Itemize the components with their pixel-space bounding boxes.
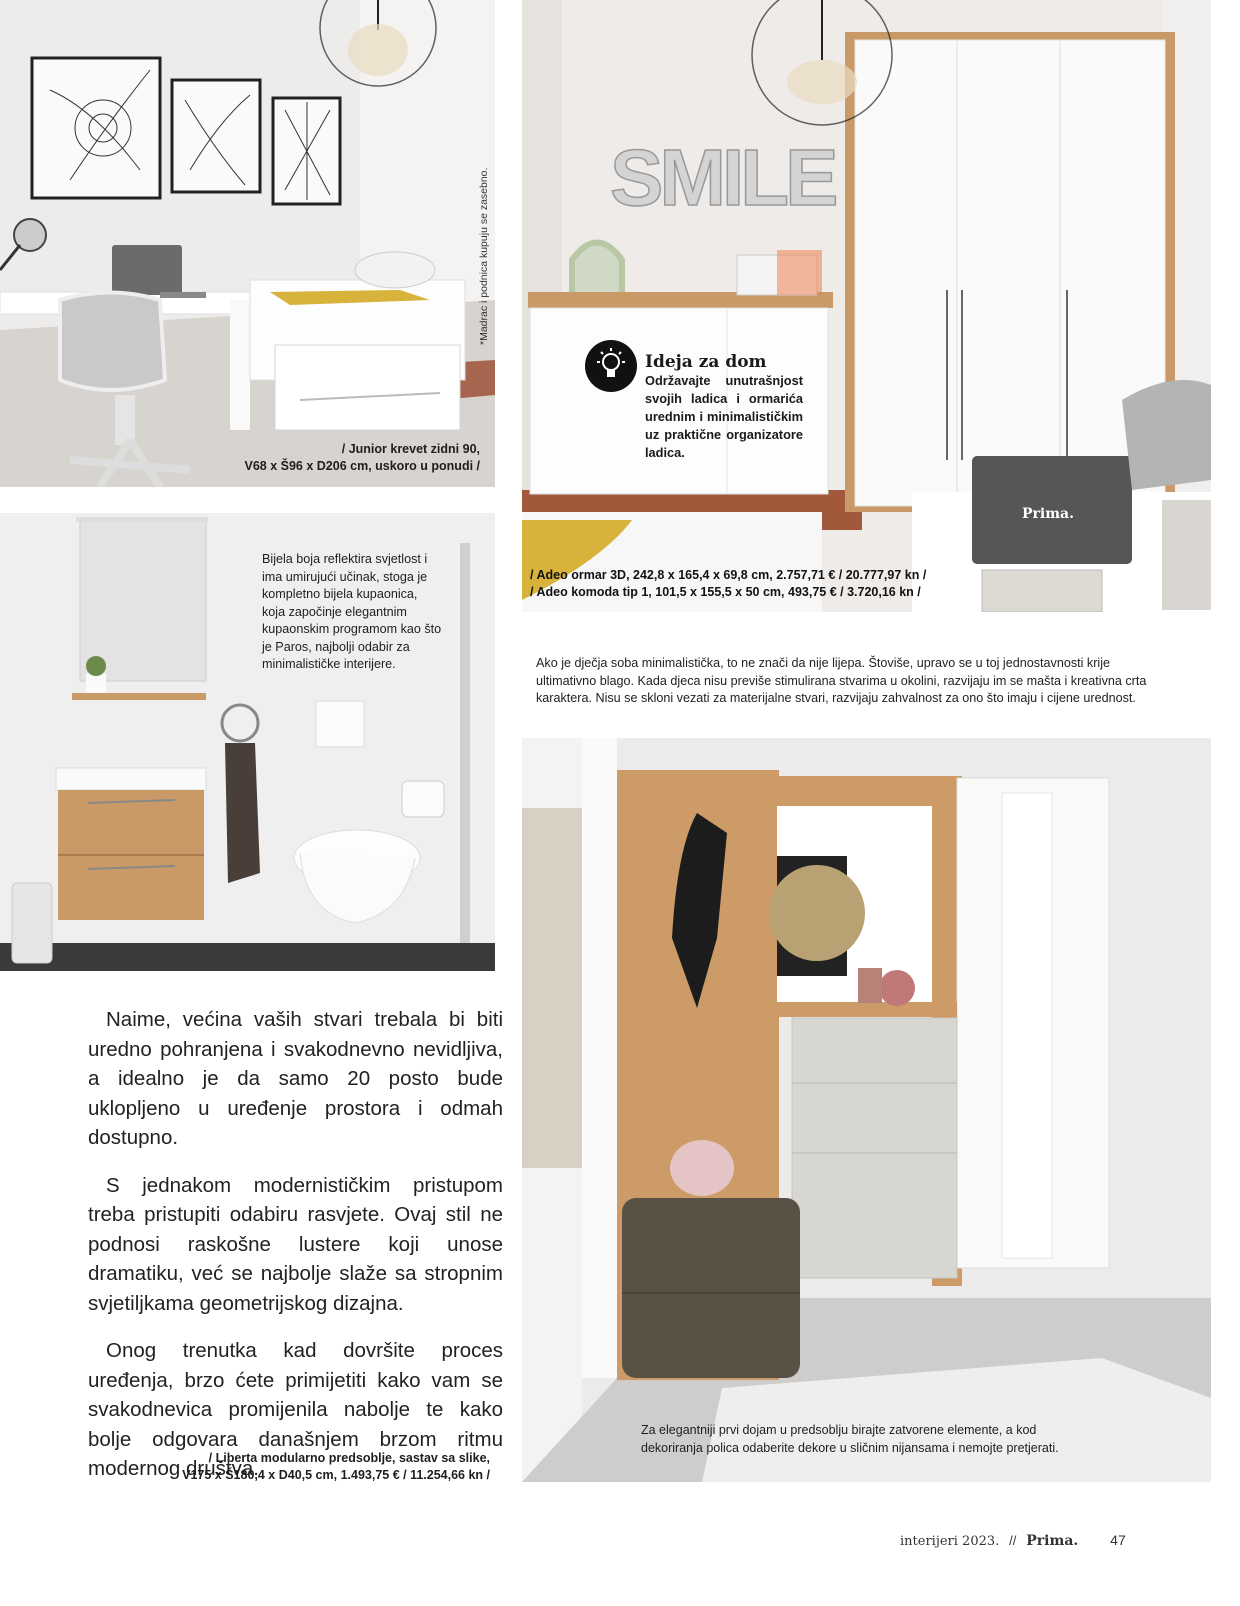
hallway-caption: Za elegantniji prvi dojam u predsoblju birajte zatvorene elemente, a kod dekoriranja polica odaberite dekore u sličnim nijansama i nemojte pretjerati.	[641, 1423, 1059, 1455]
idea-box	[585, 338, 810, 468]
liberta-caption-line1: / Liberta modularno predsoblje, sastav sa slike,	[208, 1451, 490, 1465]
footer-magazine: interijeri 2023.	[900, 1534, 1000, 1549]
kids-room-photo	[0, 0, 495, 487]
page-footer	[900, 1532, 1160, 1552]
wardrobe-caption-line1: / Adeo ormar 3D, 242,8 x 165,4 x 69,8 cm, 2.757,71 € / 20.777,97 kn /	[530, 568, 927, 582]
footer-separator: //	[1009, 1533, 1017, 1548]
idea-box-title: Ideja za dom	[645, 352, 767, 372]
idea-box-text: Održavajte unutrašnjost svojih ladica i ormarića urednim i minimalističkim uz praktične organizatore ladica.	[645, 373, 803, 460]
footer-brand-logo: Prima.	[1026, 1533, 1079, 1549]
bed-caption	[200, 441, 480, 475]
body-paragraph-2: S jednakom modernističkim pristupom treba pristupiti odabiru rasvjete. Ovaj stil ne podnosi raskošne lustere koji unose dramatiku, već se najbolje slaže sa stropnim svjetiljkama geometrijskog dizajna.	[88, 1173, 503, 1315]
bed-caption-line2: V68 x Š96 x D206 cm, uskoro u ponudi /	[244, 459, 480, 473]
wardrobe-photo	[522, 0, 1211, 612]
smile-sign: SMILE	[610, 133, 835, 222]
body-paragraph-1: Naime, većina vaših stvari trebala bi biti uredno pohranjena i svakodnevno nevidljiva, a idealno je da samo 20 posto bude uklopljeno u uređenje prostora i odmah dostupno.	[88, 1008, 503, 1149]
middle-paragraph: Ako je dječja soba minimalistička, to ne znači da nije lijepa. Štoviše, upravo se u toj jednostavnosti krije ultimativno blago. Kada djeca nisu previše stimulirana stvarima u okolini, razvijaju im se mašta i kreativna crta karaktera. Nisu se skloni vezati za materijalne stvari, razvijaju zahvalnost za ono što imaju i cijene urednost.	[536, 656, 1147, 705]
hallway-photo	[522, 738, 1211, 1482]
wardrobe-caption	[530, 567, 970, 601]
liberta-caption-line2: V175 x Š180,4 x D40,5 cm, 1.493,75 € / 11.254,66 kn /	[182, 1468, 490, 1482]
lightbulb-icon	[585, 340, 637, 392]
bed-caption-line1: / Junior krevet zidni 90,	[341, 442, 480, 456]
mattress-note: *Madrac i podnica kupuju se zasebno.	[478, 167, 490, 345]
laptop-logo: Prima.	[1022, 506, 1074, 522]
page-number: 47	[1110, 1532, 1126, 1548]
body-paragraph-3: Onog trenutka kad dovršite proces uređenja, brzo ćete primijetiti kako vam se svakodnevica promijenila nabolje te kako bolje odgovara današnjem brzom ritmu modernog društva.	[88, 1339, 503, 1480]
wardrobe-caption-line2: / Adeo komoda tip 1, 101,5 x 155,5 x 50 cm, 493,75 € / 3.720,16 kn /	[530, 585, 921, 599]
body-text	[88, 1005, 503, 1502]
liberta-caption	[150, 1450, 490, 1484]
bathroom-caption: Bijela boja reflektira svjetlost i ima umirujući učinak, stoga je kompletno bijela kupaonica, koja započinje elegantnim kupaonskim programom kao što je Paros, najbolji odabir za minimalističke interijere.	[262, 552, 442, 671]
